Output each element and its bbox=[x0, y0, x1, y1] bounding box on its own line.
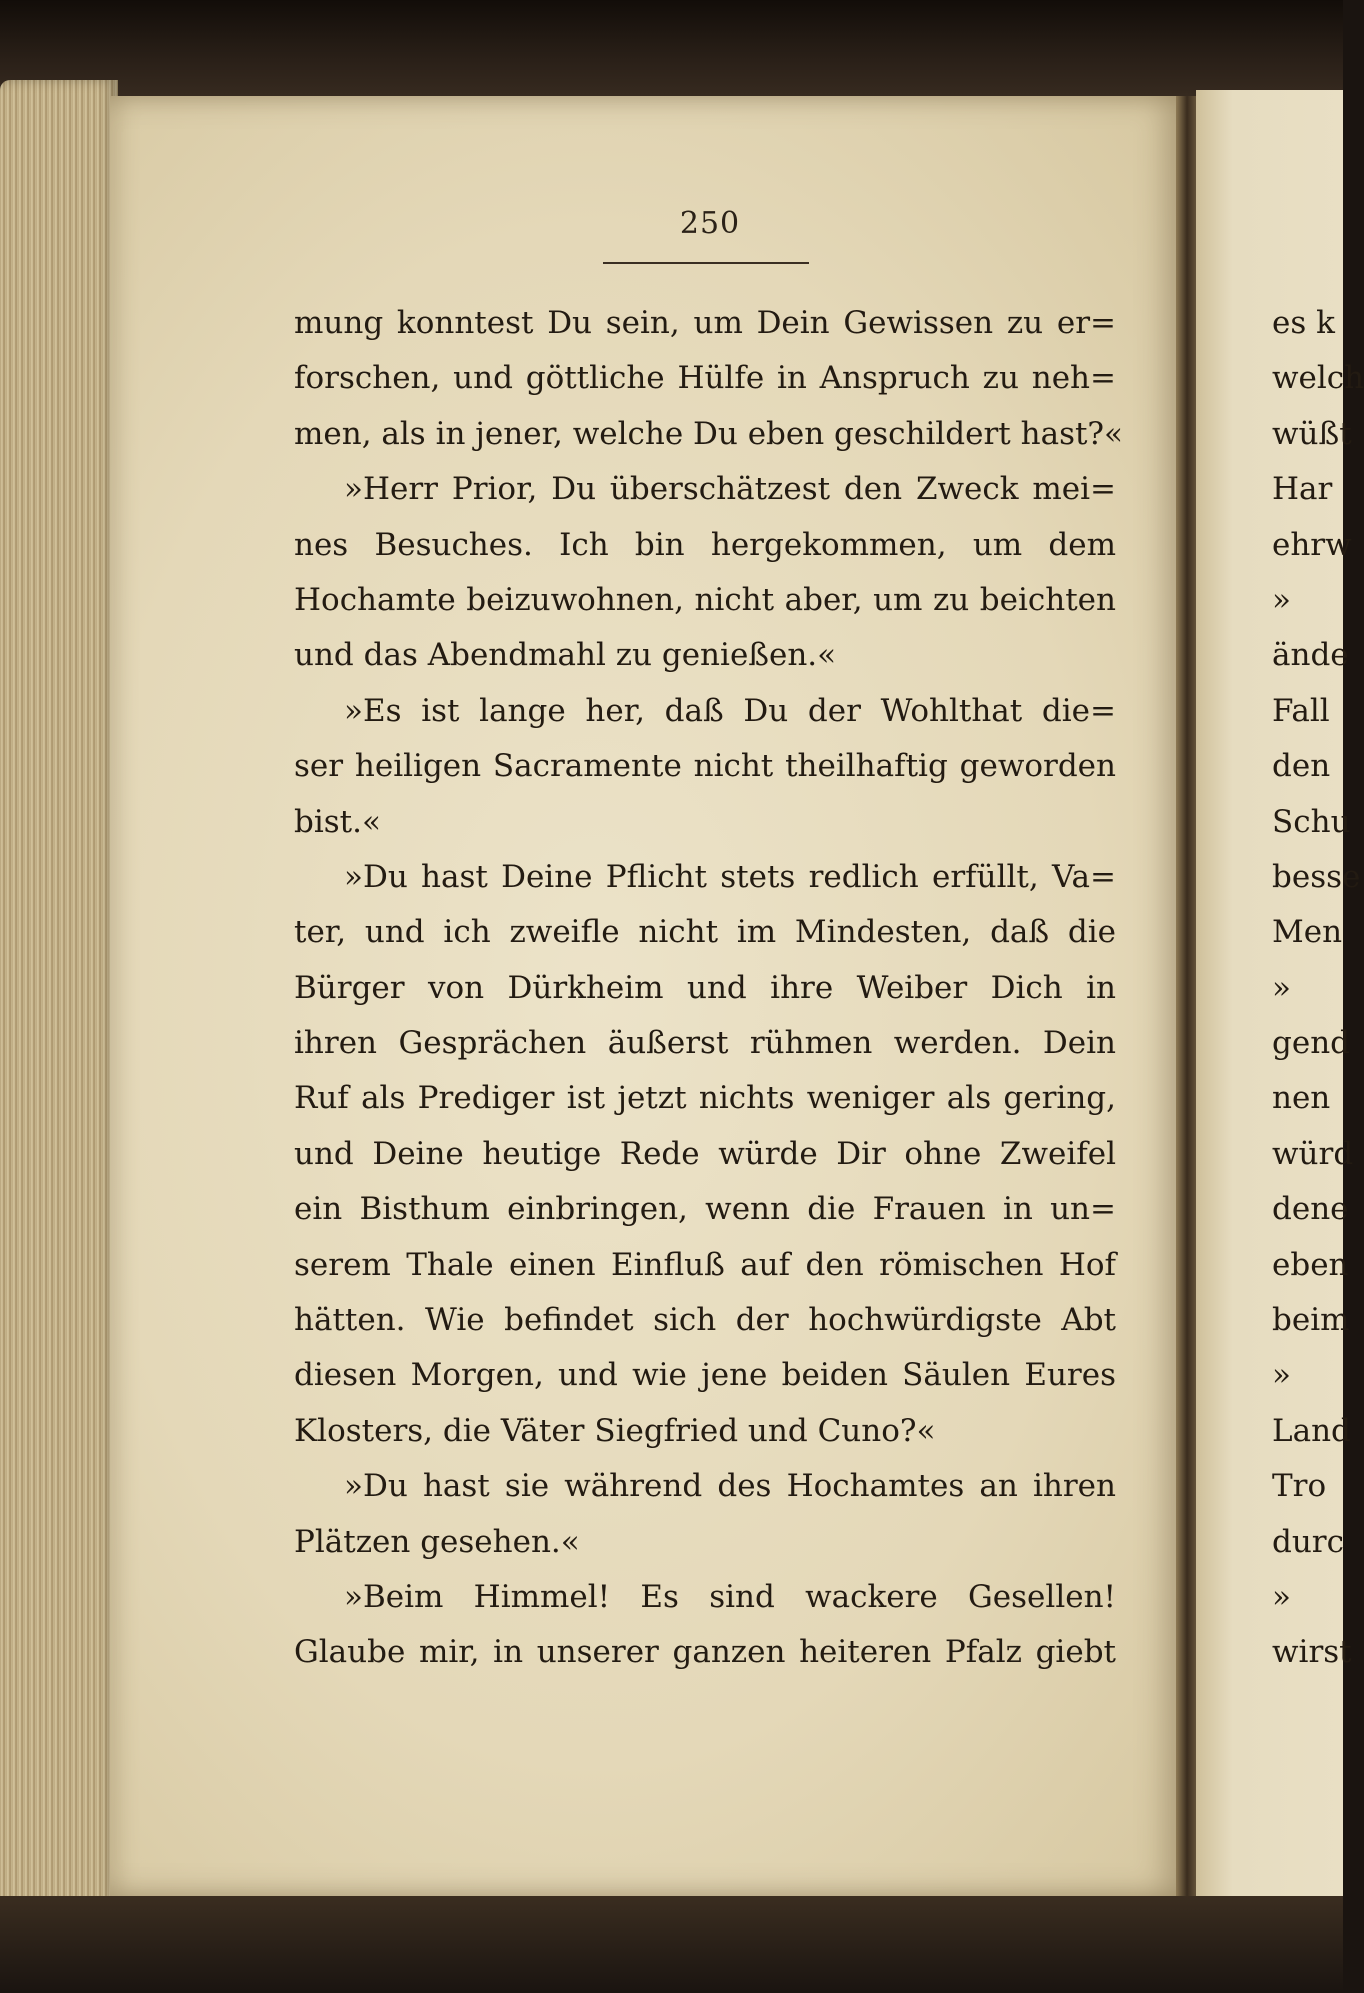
text-line: bist.« bbox=[294, 803, 381, 840]
text-line: forschen, und göttliche Hülfe in Anspruch zu neh= bbox=[294, 360, 1116, 397]
text-line: mung konntest Du sein, um Dein Gewissen zu er= bbox=[294, 305, 1116, 341]
text-fragment: Men bbox=[1272, 914, 1343, 951]
left-page-text bbox=[294, 296, 1124, 1681]
book-cover-bottom-edge bbox=[0, 1896, 1343, 1993]
text-fragment: beim bbox=[1272, 1302, 1350, 1339]
text-fragment: nen bbox=[1272, 1080, 1331, 1117]
text-line: Ruf als Prediger ist jetzt nichts weniger als gering, bbox=[294, 1080, 1116, 1117]
text-fragment: eben bbox=[1272, 1246, 1349, 1283]
text-fragment: » bbox=[1272, 1578, 1291, 1615]
text-line: »Beim Himmel! Es sind wackere Gesellen! bbox=[344, 1578, 1116, 1615]
text-line: und Deine heutige Rede würde Dir ohne Zweifel bbox=[294, 1135, 1116, 1172]
text-fragment: wirst bbox=[1272, 1634, 1352, 1671]
text-line: ihren Gesprächen äußerst rühmen werden. Dein bbox=[294, 1025, 1116, 1062]
text-fragment: ehrw bbox=[1272, 526, 1352, 563]
page-number-rule bbox=[603, 262, 809, 264]
text-fragment: wüßt bbox=[1272, 415, 1352, 452]
text-fragment: welch bbox=[1272, 360, 1364, 397]
text-fragment: » bbox=[1272, 969, 1291, 1006]
text-line: »Du hast Deine Pflicht stets redlich erfüllt, Va= bbox=[344, 858, 1116, 895]
text-line: Glaube mir, in unserer ganzen heiteren Pfalz giebt bbox=[294, 1634, 1116, 1671]
text-line: serem Thale einen Einfluß auf den römischen Hof bbox=[294, 1246, 1116, 1283]
text-line: »Du hast sie während des Hochamtes an ihren bbox=[344, 1468, 1116, 1505]
text-fragment: den bbox=[1272, 748, 1331, 785]
text-fragment: Tro bbox=[1272, 1468, 1327, 1505]
page-number: 250 bbox=[679, 206, 741, 241]
text-line: nes Besuches. Ich bin hergekommen, um dem bbox=[294, 526, 1116, 563]
text-line: ter, und ich zweifle nicht im Mindesten, daß die bbox=[294, 914, 1116, 951]
text-fragment: Fall bbox=[1272, 692, 1330, 729]
right-page-text bbox=[1272, 296, 1364, 1681]
text-fragment: Schu bbox=[1272, 803, 1351, 840]
text-fragment: durc bbox=[1272, 1523, 1344, 1560]
text-fragment: es k bbox=[1272, 305, 1335, 341]
text-fragment: Land bbox=[1272, 1412, 1351, 1449]
text-line: Bürger von Dürkheim und ihre Weiber Dich in bbox=[294, 969, 1116, 1006]
text-fragment: ände bbox=[1272, 637, 1349, 674]
text-fragment: besse bbox=[1272, 858, 1361, 895]
book-cover-top-edge bbox=[0, 0, 1343, 110]
text-line: diesen Morgen, und wie jene beiden Säulen Eures bbox=[294, 1357, 1116, 1394]
text-fragment: » bbox=[1272, 581, 1291, 618]
text-fragment: würd bbox=[1272, 1135, 1354, 1172]
text-line: Plätzen gesehen.« bbox=[294, 1523, 580, 1560]
text-line: ein Bisthum einbringen, wenn die Frauen in un= bbox=[294, 1191, 1116, 1228]
text-line: »Es ist lange her, daß Du der Wohlthat die= bbox=[344, 692, 1116, 729]
text-fragment: Har bbox=[1272, 471, 1333, 508]
book-gutter bbox=[1176, 96, 1198, 1896]
text-fragment: » bbox=[1272, 1357, 1291, 1394]
text-line: Hochamte beizuwohnen, nicht aber, um zu beichten bbox=[294, 581, 1116, 618]
text-fragment: dene bbox=[1272, 1191, 1349, 1228]
text-fragment: gend bbox=[1272, 1025, 1350, 1062]
text-line: und das Abendmahl zu genießen.« bbox=[294, 637, 837, 674]
text-line: Klosters, die Väter Siegfried und Cuno?« bbox=[294, 1412, 936, 1449]
text-line: hätten. Wie befindet sich der hochwürdigste Abt bbox=[294, 1302, 1116, 1339]
text-line: ser heiligen Sacramente nicht theilhaftig geworden bbox=[294, 748, 1116, 785]
text-line: men, als in jener, welche Du eben geschildert hast?« bbox=[294, 415, 1124, 452]
text-line: »Herr Prior, Du überschätzest den Zweck mei= bbox=[344, 471, 1116, 508]
page-stack-edge bbox=[0, 80, 118, 1910]
